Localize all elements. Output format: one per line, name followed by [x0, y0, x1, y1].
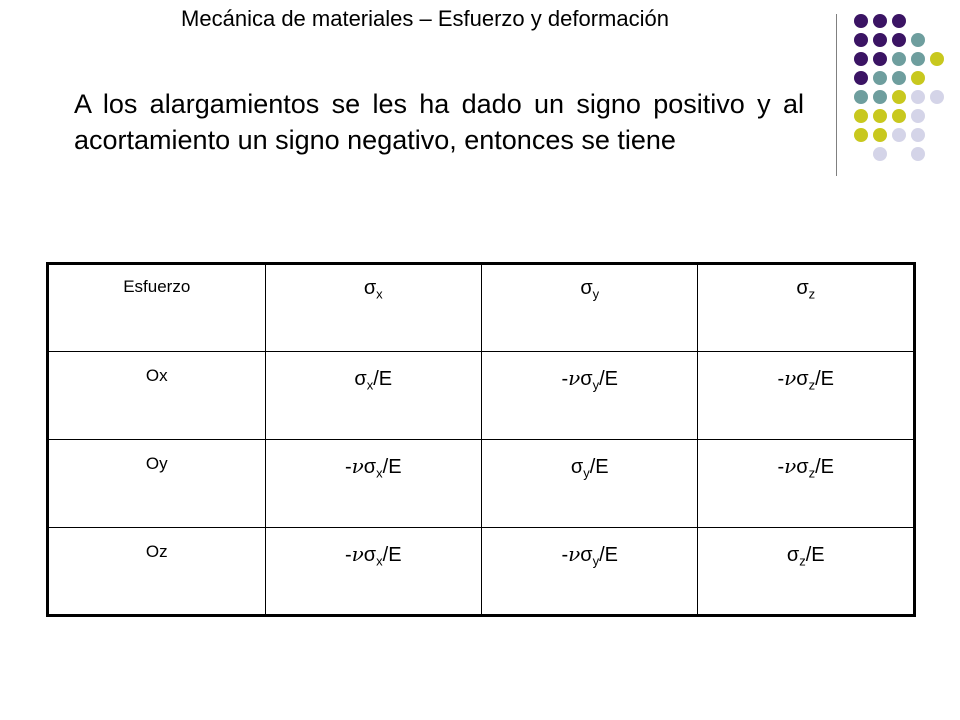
decor-dot	[892, 14, 906, 28]
table-cell: $-\nu\sigma_x/E$	[265, 440, 481, 528]
corner-label: Esfuerzo	[48, 264, 266, 352]
decor-dot	[892, 52, 906, 66]
body-paragraph: A los alargamientos se les ha dado un signo positivo y al acortamiento un signo negativo, entonces se tiene	[74, 89, 804, 155]
decor-dot	[854, 128, 868, 142]
table-cell: $-\nu\sigma_z/E$	[698, 440, 915, 528]
decorative-dot-grid	[848, 14, 948, 154]
row-label: Ox	[48, 352, 266, 440]
column-header-sigma-x: $\sigma_x$	[265, 264, 481, 352]
decor-dot	[854, 90, 868, 104]
stress-strain-table	[46, 262, 916, 617]
decor-dot	[873, 147, 887, 161]
row-label: Oy	[48, 440, 266, 528]
decor-dot	[854, 52, 868, 66]
table-row	[48, 440, 915, 528]
decor-dot	[873, 90, 887, 104]
column-header-sigma-y: $\sigma_y$	[482, 264, 698, 352]
decor-dot	[911, 147, 925, 161]
decor-dot	[873, 128, 887, 142]
decor-dot	[854, 71, 868, 85]
slide-title: Mecánica de materiales – Esfuerzo y deformación	[181, 6, 669, 31]
row-label: Oz	[48, 528, 266, 616]
table-header-row	[48, 264, 915, 352]
decor-dot	[911, 52, 925, 66]
table-cell: $\sigma_y/E$	[482, 440, 698, 528]
table-row	[48, 352, 915, 440]
table-cell: $\sigma_z/E$	[698, 528, 915, 616]
decor-dot	[873, 109, 887, 123]
decor-dot	[911, 33, 925, 47]
table-cell: $-\nu\sigma_x/E$	[265, 528, 481, 616]
column-header-sigma-z: $\sigma_z$	[698, 264, 915, 352]
decor-dot	[892, 90, 906, 104]
divider-line	[836, 14, 837, 176]
table-cell: $-\nu\sigma_z/E$	[698, 352, 915, 440]
decor-dot	[930, 90, 944, 104]
decor-dot	[911, 90, 925, 104]
decor-dot	[892, 109, 906, 123]
decor-dot	[873, 14, 887, 28]
decor-dot	[930, 52, 944, 66]
table-cell: $\sigma_x/E$	[265, 352, 481, 440]
decor-dot	[854, 14, 868, 28]
decor-dot	[911, 109, 925, 123]
decor-dot	[892, 33, 906, 47]
table-cell: $-\nu\sigma_y/E$	[482, 352, 698, 440]
decor-dot	[873, 52, 887, 66]
decor-dot	[911, 71, 925, 85]
table-cell: $-\nu\sigma_y/E$	[482, 528, 698, 616]
decor-dot	[854, 109, 868, 123]
decor-dot	[873, 33, 887, 47]
decor-dot	[911, 128, 925, 142]
decor-dot	[892, 71, 906, 85]
decor-dot	[892, 128, 906, 142]
decor-dot	[873, 71, 887, 85]
table-row	[48, 528, 915, 616]
decor-dot	[854, 33, 868, 47]
